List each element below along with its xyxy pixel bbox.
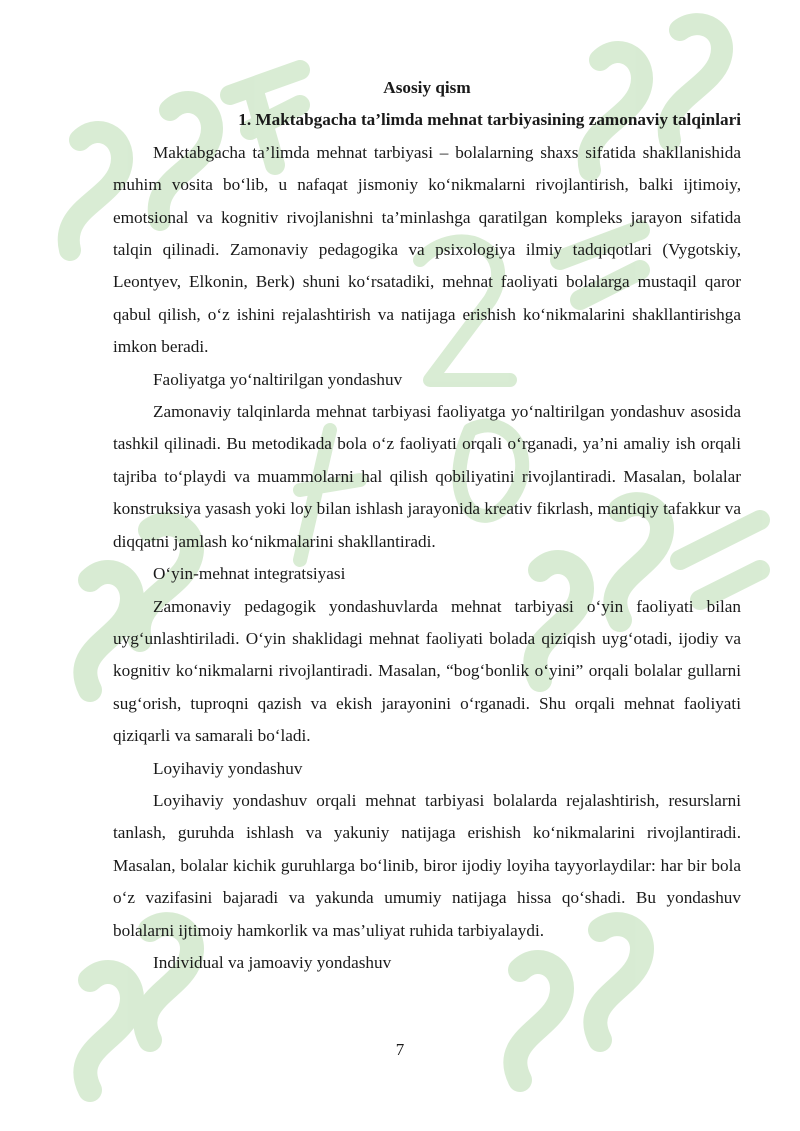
- paragraph: Maktabgacha ta’limda mehnat tarbiyasi – bolalarning shaxs sifatida shakllanishida muhim vosita bo‘lib, u nafaqat jismoniy ko‘nikmalarni rivojlantirish, balki ijtimoiy, emotsional va kognitiv rivojlanishni ta’minlashga qaratilgan kompleks jarayon sifatida talqin qilinadi. Zamonaviy pedagogika va psixologiya ilmiy tadqiqotlari (Vygotskiy, Leontyev, Elkonin, Berk) shuni ko‘rsatadiki, mehnat faoliyati bolalarga mustaqil qaror qabul qilish, o‘z ishini rejalashtirish va natijaga erishish ko‘nikmalarini shakllantirishga imkon beradi.: [113, 142, 741, 357]
- document-body: [113, 137, 741, 980]
- paragraph: Zamonaviy talqinlarda mehnat tarbiyasi faoliyatga yo‘naltirilgan yondashuv asosida tashkil qilinadi. Bu metodikada bola o‘z faoliyati orqali o‘rganadi, ya’ni amaliy ish orqali tajriba to‘playdi va muammolarni hal qilish qobiliyatini rivojlantiradi. Masalan, bolalar konstruksiya yasash yoki loy bilan ishlash jarayonida kreativ fikrlash, mantiqiy tafakkur va diqqatni jamlash ko‘nikmalarini shakllantiradi.: [113, 402, 741, 551]
- subheading: Faoliyatga yo‘naltirilgan yondashuv: [153, 369, 403, 389]
- subheading: Loyihaviy yondashuv: [153, 758, 303, 778]
- page-number: 7: [395, 1040, 405, 1059]
- subheading: O‘yin-mehnat integratsiyasi: [153, 564, 346, 584]
- paragraph: Loyihaviy yondashuv orqali mehnat tarbiyasi bolalarda rejalashtirish, resurslarni tanlash, guruhda ishlash va yakuniy natijaga erishish ko‘nikmalarini rivojlantiradi. Masalan, bolalar kichik guruhlarga bo‘linib, biror ijodiy loyiha tayyorlaydilar: har bir bola o‘z vazifasini bajaradi va yakunda umumiy natijaga hissa qo‘shadi. Bu yondashuv bolalarni ijtimoiy hamkorlik va mas’uliyat ruhida tarbiyalaydi.: [113, 790, 741, 940]
- chapter-title: 1. Maktabgacha ta’limda mehnat tarbiyasining zamonaviy talqinlari: [238, 110, 741, 130]
- document-page: [113, 72, 741, 979]
- section-title: Asosiy qism: [383, 78, 471, 97]
- paragraph: Zamonaviy pedagogik yondashuvlarda mehnat tarbiyasi o‘yin faoliyati bilan uyg‘unlashtiriladi. O‘yin shaklidagi mehnat faoliyati bolada qiziqish uyg‘otadi, ijodiy va kognitiv ko‘nikmalarni rivojlantiradi. Masalan, “bog‘bonlik o‘yini” orqali bolalar gullarni sug‘orish, tuproqni qazish va ekish jarayonini o‘rganadi. Shu orqali mehnat faoliyati qiziqarli va samarali bo‘ladi.: [113, 596, 741, 746]
- subheading: Individual va jamoaviy yondashuv: [153, 952, 392, 972]
